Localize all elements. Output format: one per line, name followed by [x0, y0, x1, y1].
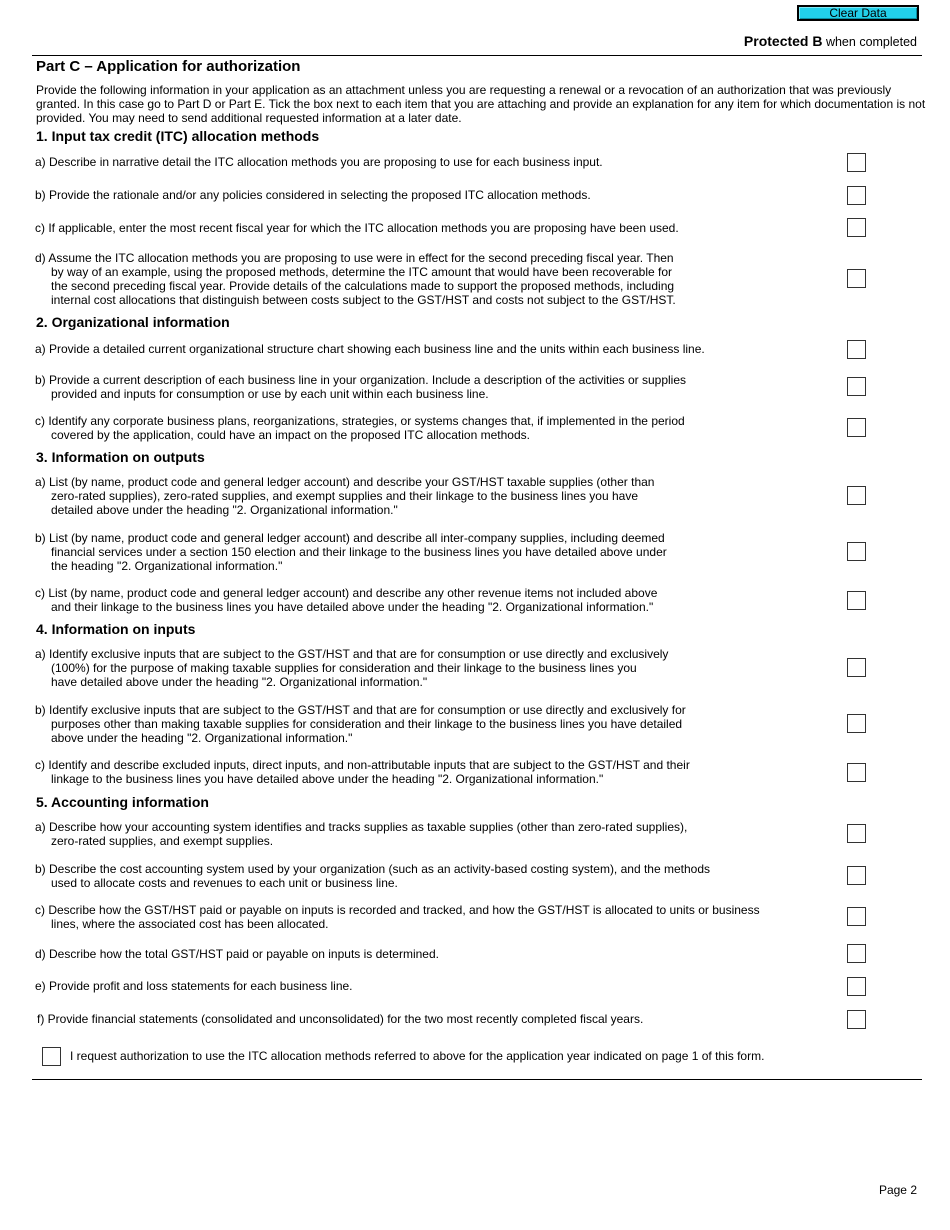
item-4a: a) Identify exclusive inputs that are subject to the GST/HST and that are for consumption or use directly and exclusively (100%) for the purpose of making taxable supplies for consideration and their linkage to the business lines you have detailed above under the heading "2. Organizational information." — [35, 647, 669, 689]
checkbox-4b[interactable] — [847, 714, 866, 733]
part-intro: Provide the following information in your application as an attachment unless you are requesting a renewal or a revocation of an authorization that was previously granted. In this case go to Part D or Part E. Tick the box next to each item that you are attaching and provide an explanation for any item for which documentation is not provided. You may need to send additional requested information at a later date. — [36, 83, 926, 125]
item-5a: a) Describe how your accounting system identifies and tracks supplies as taxable supplies (other than zero-rated supplies), zero-rated supplies, and exempt supplies. — [35, 820, 688, 848]
checkbox-2a[interactable] — [847, 340, 866, 359]
checkbox-5d[interactable] — [847, 944, 866, 963]
request-authorization-checkbox[interactable] — [42, 1047, 61, 1066]
checkbox-5f[interactable] — [847, 1010, 866, 1029]
section-2-heading: 2. Organizational information — [36, 314, 230, 330]
checkbox-4c[interactable] — [847, 763, 866, 782]
section-4-heading: 4. Information on inputs — [36, 621, 196, 637]
checkbox-1d[interactable] — [847, 269, 866, 288]
checkbox-4a[interactable] — [847, 658, 866, 677]
page-number: Page 2 — [878, 1183, 917, 1197]
clear-data-button[interactable]: Clear Data — [797, 5, 919, 21]
item-1d: d) Assume the ITC allocation methods you are proposing to use were in effect for the second preceding fiscal year. Then by way of an example, using the proposed methods, determine the ITC amount that would have been recoverable for the second preceding fiscal year. Provide details of the calculations made to support the proposed methods, including internal cost allocations that distinguish between costs subject to the GST/HST and costs not subject to the GST/HST. — [35, 251, 676, 307]
section-1-heading: 1. Input tax credit (ITC) allocation methods — [36, 128, 320, 144]
checkbox-5e[interactable] — [847, 977, 866, 996]
top-divider — [32, 55, 922, 56]
item-4b: b) Identify exclusive inputs that are subject to the GST/HST and that are for consumption or use directly and exclusively for purposes other than making taxable supplies for consideration and their linkage to the business lines you have detailed above under the heading "2. Organizational information." — [35, 703, 686, 745]
checkbox-1c[interactable] — [847, 218, 866, 237]
item-5f: f) Provide financial statements (consolidated and unconsolidated) for the two most recently completed fiscal years. — [37, 1012, 644, 1026]
item-5d: d) Describe how the total GST/HST paid or payable on inputs is determined. — [35, 947, 439, 961]
checkbox-2b[interactable] — [847, 377, 866, 396]
item-2c: c) Identify any corporate business plans, reorganizations, strategies, or systems changes that, if implemented in the period covered by the application, could have an impact on the proposed ITC allocation methods. — [35, 414, 685, 442]
checkbox-5b[interactable] — [847, 866, 866, 885]
section-3-heading: 3. Information on outputs — [36, 449, 205, 465]
section-5-heading: 5. Accounting information — [36, 794, 209, 810]
protected-notice — [744, 33, 917, 49]
item-1b: b) Provide the rationale and/or any policies considered in selecting the proposed ITC allocation methods. — [35, 188, 591, 202]
checkbox-1b[interactable] — [847, 186, 866, 205]
checkbox-2c[interactable] — [847, 418, 866, 437]
item-4c: c) Identify and describe excluded inputs, direct inputs, and non-attributable inputs that are subject to the GST/HST and their linkage to the business lines you have detailed above under the heading "2. Organizational information." — [35, 758, 690, 786]
item-3c: c) List (by name, product code and general ledger account) and describe any other revenue items not included above and their linkage to the business lines you have detailed above under the heading "2. Organizational information." — [35, 586, 658, 614]
part-title: Part C – Application for authorization — [36, 58, 301, 75]
checkbox-3a[interactable] — [847, 486, 866, 505]
checkbox-1a[interactable] — [847, 153, 866, 172]
item-5c: c) Describe how the GST/HST paid or payable on inputs is recorded and tracked, and how the GST/HST is allocated to units or business lines, where the associated cost has been allocated. — [35, 903, 760, 931]
item-2b: b) Provide a current description of each business line in your organization. Include a description of the activities or supplies provided and inputs for consumption or use by each unit within each business line. — [35, 373, 687, 401]
bottom-divider — [32, 1079, 922, 1080]
item-2a: a) Provide a detailed current organizational structure chart showing each business line and the units within each business line. — [35, 342, 705, 356]
checkbox-5c[interactable] — [847, 907, 866, 926]
item-3a: a) List (by name, product code and general ledger account) and describe your GST/HST taxable supplies (other than zero-rated supplies), zero-rated supplies, and exempt supplies and their linkage to the business lines you have detailed above under the heading "2. Organizational information." — [35, 475, 655, 517]
item-1c: c) If applicable, enter the most recent fiscal year for which the ITC allocation methods you are proposing have been used. — [35, 221, 679, 235]
checkbox-5a[interactable] — [847, 824, 866, 843]
item-3b: b) List (by name, product code and general ledger account) and describe all inter-company supplies, including deemed financial services under a section 150 election and their linkage to the business lines you have detailed above under the heading "2. Organizational information." — [35, 531, 667, 573]
item-5e: e) Provide profit and loss statements for each business line. — [35, 979, 353, 993]
item-5b: b) Describe the cost accounting system used by your organization (such as an activity-based costing system), and the methods used to allocate costs and revenues to each unit or business line. — [35, 862, 710, 890]
item-1a: a) Describe in narrative detail the ITC allocation methods you are proposing to use for each business input. — [35, 155, 603, 169]
request-authorization-label: I request authorization to use the ITC allocation methods referred to above for the application year indicated on page 1 of this form. — [70, 1049, 765, 1063]
protected-level: Protected B — [743, 33, 823, 49]
checkbox-3b[interactable] — [847, 542, 866, 561]
protected-suffix: when completed — [822, 35, 917, 49]
checkbox-3c[interactable] — [847, 591, 866, 610]
